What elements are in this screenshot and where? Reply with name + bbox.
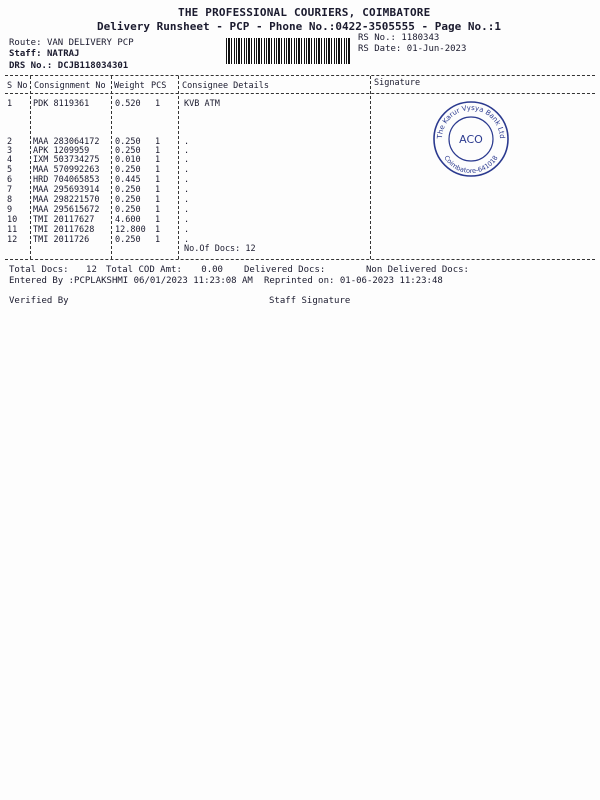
company-title: THE PROFESSIONAL COURIERS, COIMBATORE [178, 6, 431, 19]
header-consignment: Consignment No [34, 81, 106, 91]
cell-sno: 9 [7, 205, 13, 215]
stamp-ring-top: The Karur Vysya Bank Ltd [435, 103, 507, 139]
cell-weight: 0.520 [115, 99, 141, 109]
cell-consignment: MAA 283064172 [33, 137, 100, 147]
cell-consignment: PDK 8119361 [33, 99, 90, 109]
cell-consignment: HRD 704065853 [33, 175, 100, 185]
rs-date-label: RS Date: [358, 44, 402, 54]
header-pcs: PCS [151, 81, 167, 91]
cell-pcs: 1 [155, 185, 161, 195]
table-row [0, 195, 600, 204]
no-of-docs: No.Of Docs: 12 [184, 244, 256, 254]
cell-sno: 4 [7, 155, 13, 165]
staff-line [9, 49, 79, 59]
header-weight: Weight [114, 81, 145, 91]
cell-weight: 4.600 [115, 215, 141, 225]
route-line [9, 38, 134, 48]
cell-consignment: TMI 20117627 [33, 215, 95, 225]
cell-consignment: MAA 570992263 [33, 165, 100, 175]
cell-weight: 0.250 [115, 185, 141, 195]
cell-consignment: MAA 295615672 [33, 205, 100, 215]
cell-weight: 0.445 [115, 175, 141, 185]
cell-pcs: 1 [155, 146, 161, 156]
bank-stamp-icon [432, 100, 510, 178]
header-consignee: Consignee Details [182, 81, 269, 91]
cell-pcs: 1 [155, 225, 161, 235]
cell-pcs: 1 [155, 195, 161, 205]
rs-date-value: 01-Jun-2023 [406, 44, 467, 54]
cell-sno: 2 [7, 137, 13, 147]
total-cod-value: 0.00 [201, 265, 223, 275]
total-docs-value: 12 [86, 265, 97, 275]
rs-date-line [358, 44, 466, 54]
cell-details: . [184, 195, 190, 205]
cell-sno: 7 [7, 185, 13, 195]
header-sno: S No [7, 81, 28, 91]
cell-details: . [184, 225, 190, 235]
table-row [0, 235, 600, 244]
cell-pcs: 1 [155, 235, 161, 245]
cell-weight: 0.250 [115, 146, 141, 156]
table-row [0, 165, 600, 174]
reprinted-on: Reprinted on: 01-06-2023 11:23:48 [264, 276, 443, 286]
cell-weight: 0.250 [115, 205, 141, 215]
table-row [0, 205, 600, 214]
table-row [0, 215, 600, 224]
cell-sno: 11 [7, 225, 18, 235]
staff-label: Staff: [9, 49, 42, 59]
cell-details: . [184, 205, 190, 215]
table-row [0, 146, 600, 155]
cell-consignment: TMI 2011726 [33, 235, 90, 245]
cell-pcs: 1 [155, 215, 161, 225]
cell-sno: 3 [7, 146, 13, 156]
staff-signature: Staff Signature [269, 296, 351, 306]
cell-pcs: 1 [155, 137, 161, 147]
table-row [0, 175, 600, 184]
cell-weight: 0.250 [115, 195, 141, 205]
cell-weight: 0.250 [115, 137, 141, 147]
cell-pcs: 1 [155, 99, 161, 109]
cell-sno: 1 [7, 99, 13, 109]
cell-details: . [184, 185, 190, 195]
cell-sno: 6 [7, 175, 13, 185]
cell-sno: 5 [7, 165, 13, 175]
cell-details: . [184, 235, 190, 245]
rs-no-value: 1180343 [401, 33, 440, 43]
drs-line [9, 61, 128, 71]
table-row [0, 225, 600, 234]
stamp-center: ACO [459, 133, 483, 146]
cell-details: . [184, 215, 190, 225]
total-cod [106, 265, 223, 275]
route-label: Route: [9, 38, 42, 48]
total-cod-label: Total COD Amt: [106, 265, 182, 275]
cell-sno: 8 [7, 195, 13, 205]
cell-weight: 0.010 [115, 155, 141, 165]
total-docs [9, 265, 97, 275]
table-row [0, 99, 600, 108]
non-delivered-docs-label: Non Delivered Docs: [366, 265, 469, 275]
delivered-docs-label: Delivered Docs: [244, 265, 326, 275]
rs-no-label: RS No.: [358, 33, 396, 43]
cell-details: . [184, 165, 190, 175]
cell-pcs: 1 [155, 175, 161, 185]
cell-weight: 0.250 [115, 165, 141, 175]
cell-consignment: TMI 20117628 [33, 225, 95, 235]
cell-sno: 12 [7, 235, 18, 245]
cell-consignment: IXM 503734275 [33, 155, 100, 165]
cell-pcs: 1 [155, 205, 161, 215]
stamp-ring-bottom: Coimbatore-641018 [442, 154, 500, 176]
cell-pcs: 1 [155, 155, 161, 165]
table-top-rule [5, 75, 595, 76]
cell-weight: 12.800 [115, 225, 146, 235]
drs-label: DRS No.: [9, 61, 53, 71]
rs-no-line [358, 33, 439, 43]
cell-pcs: 1 [155, 165, 161, 175]
verified-by: Verified By [9, 296, 69, 306]
cell-sno: 10 [7, 215, 18, 225]
barcode [226, 38, 350, 64]
cell-consignment: MAA 295693914 [33, 185, 100, 195]
cell-details: . [184, 146, 190, 156]
table-row [0, 137, 600, 146]
cell-details: . [184, 137, 190, 147]
entered-by: Entered By :PCPLAKSHMI 06/01/2023 11:23:08 AM [9, 276, 253, 286]
table-row [0, 155, 600, 164]
route-value: VAN DELIVERY PCP [46, 38, 134, 48]
cell-consignment: MAA 298221570 [33, 195, 100, 205]
table-bottom-rule [5, 259, 595, 260]
table-row [0, 185, 600, 194]
total-docs-label: Total Docs: [9, 265, 69, 275]
staff-value: NATRAJ [46, 49, 80, 59]
cell-details: . [184, 175, 190, 185]
cell-consignment: APK 1209959 [33, 146, 90, 156]
header-signature: Signature [374, 78, 421, 88]
svg-text:Coimbatore-641018 [442, 154, 499, 175]
cell-details: KVB ATM [184, 99, 220, 109]
table-header-row [0, 78, 600, 91]
cell-weight: 0.250 [115, 235, 141, 245]
table-header-rule [5, 93, 595, 94]
drs-value: DCJB118034301 [57, 61, 129, 71]
cell-details: . [184, 155, 190, 165]
runsheet-subtitle: Delivery Runsheet - PCP - Phone No.:0422-3505555 - Page No.:1 [97, 20, 501, 33]
